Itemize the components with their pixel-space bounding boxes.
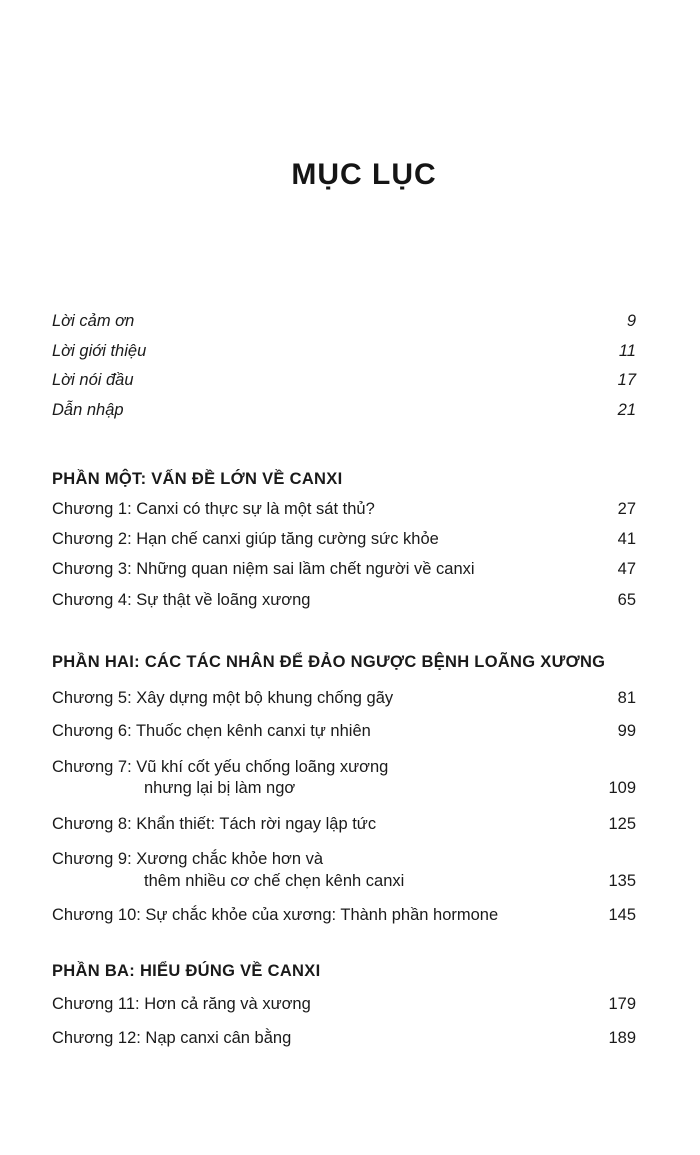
toc-entry[interactable] <box>52 497 636 521</box>
toc-entry-page: 9 <box>626 312 636 330</box>
toc-entry-label: thêm nhiều cơ chế chẹn kênh canxi <box>144 872 405 890</box>
toc-entry[interactable] <box>52 992 636 1016</box>
toc-entry-continuation[interactable] <box>52 776 636 800</box>
toc-entry[interactable] <box>52 1026 636 1050</box>
toc-entry-label: Chương 12: Nạp canxi cân bằng <box>52 1029 292 1047</box>
toc-entry-label: Chương 4: Sự thật về loãng xương <box>52 591 311 609</box>
toc-entry[interactable] <box>52 903 636 927</box>
part-heading: PHẦN HAI: CÁC TÁC NHÂN ĐỂ ĐẢO NGƯỢC BỆNH LOÃNG XƯƠNG <box>52 653 606 671</box>
toc-entry[interactable] <box>52 398 636 422</box>
toc-entry-label: Chương 8: Khẩn thiết: Tách rời ngay lập tức <box>52 815 377 833</box>
toc-entry-page: 17 <box>617 371 636 389</box>
toc-entry[interactable] <box>52 719 636 743</box>
toc-entry[interactable] <box>52 368 636 392</box>
toc-entry-label: Chương 5: Xây dựng một bộ khung chống gãy <box>52 689 394 707</box>
toc-entry-page: 145 <box>608 906 636 924</box>
toc-entry[interactable] <box>52 339 636 363</box>
part-heading: PHẦN MỘT: VẤN ĐỀ LỚN VỀ CANXI <box>52 470 343 488</box>
page-title: MỤC LỤC <box>291 158 437 191</box>
toc-entry-label: Lời giới thiệu <box>52 342 147 360</box>
toc-entry-page: 109 <box>608 779 636 797</box>
toc-entry[interactable] <box>52 686 636 710</box>
toc-entry-page: 27 <box>617 500 636 518</box>
toc-entry-continuation[interactable] <box>52 869 636 893</box>
toc-entry-label: Dẫn nhập <box>52 401 124 419</box>
toc-entry[interactable] <box>52 557 636 581</box>
toc-entry[interactable] <box>52 309 636 333</box>
toc-entry-label: nhưng lại bị làm ngơ <box>144 779 296 797</box>
toc-entry-page: 47 <box>617 560 636 578</box>
toc-entry-label: Chương 2: Hạn chế canxi giúp tăng cường sức khỏe <box>52 530 439 548</box>
toc-entry-label: Chương 11: Hơn cả răng và xương <box>52 995 311 1013</box>
toc-entry-page: 125 <box>608 815 636 833</box>
part-heading: PHẦN BA: HIỂU ĐÚNG VỀ CANXI <box>52 962 321 980</box>
toc-entry-page: 135 <box>608 872 636 890</box>
toc-entry-page: 189 <box>608 1029 636 1047</box>
toc-entry-label: Chương 3: Những quan niệm sai lầm chết người về canxi <box>52 560 475 578</box>
toc-entry-page: 11 <box>618 342 636 360</box>
toc-entry-label: Chương 7: Vũ khí cốt yếu chống loãng xương <box>52 758 389 776</box>
toc-entry-page: 65 <box>617 591 636 609</box>
toc-entry-page: 99 <box>617 722 636 740</box>
toc-entry-label: Lời nói đầu <box>52 371 134 389</box>
toc-entry[interactable] <box>52 527 636 551</box>
toc-entry-label: Lời cảm ơn <box>52 312 135 330</box>
toc-entry-label: Chương 6: Thuốc chẹn kênh canxi tự nhiên <box>52 722 371 740</box>
toc-entry-label: Chương 1: Canxi có thực sự là một sát thủ? <box>52 500 375 518</box>
toc-entry[interactable] <box>52 588 636 612</box>
toc-entry-label: Chương 9: Xương chắc khỏe hơn và <box>52 850 324 868</box>
toc-entry[interactable] <box>52 847 636 871</box>
toc-entry-page: 21 <box>617 401 636 419</box>
toc-entry-label: Chương 10: Sự chắc khỏe của xương: Thành phần hormone <box>52 906 499 924</box>
toc-entry-page: 41 <box>617 530 636 548</box>
toc-entry-page: 179 <box>608 995 636 1013</box>
toc-entry-page: 81 <box>617 689 636 707</box>
toc-entry[interactable] <box>52 812 636 836</box>
